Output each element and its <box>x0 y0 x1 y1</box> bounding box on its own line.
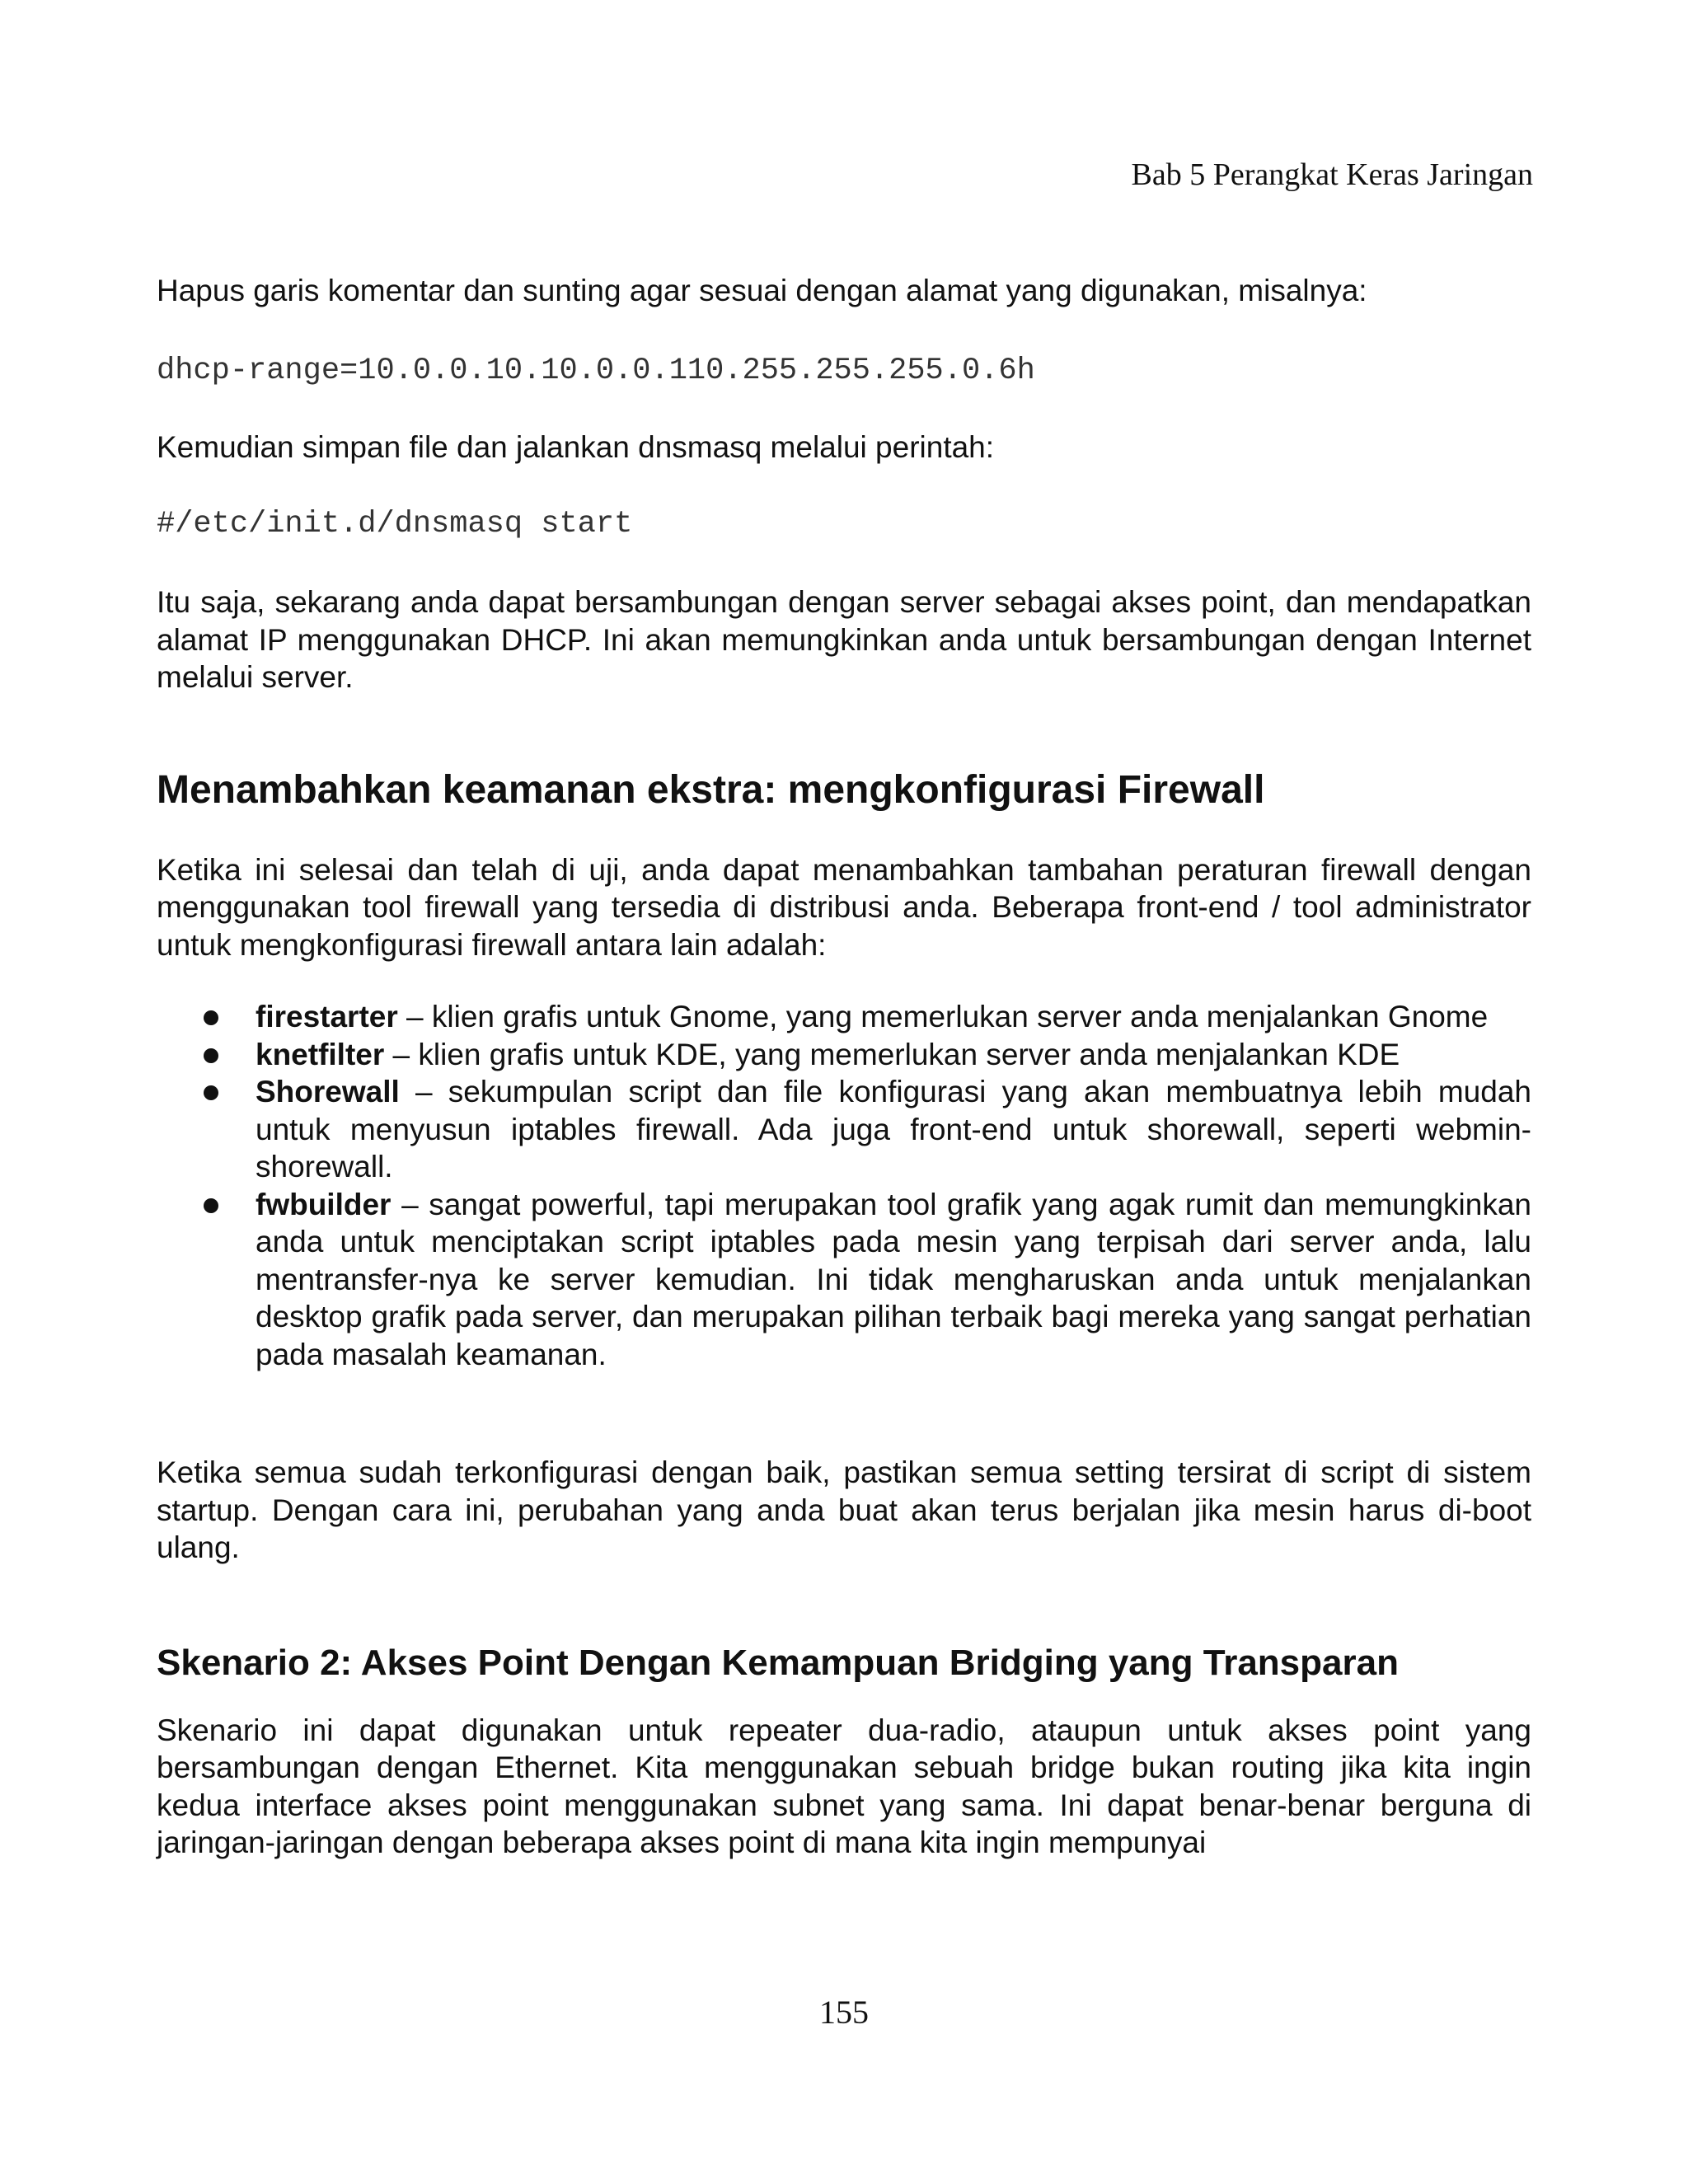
paragraph-firewall-tools: Ketika ini selesai dan telah di uji, anda dapat menambahkan tambahan peraturan firewall dengan menggunakan tool firewall yang tersedia di distribusi anda. Beberapa front-end / tool administrator untuk mengkonfigurasi firewall antara lain adalah: <box>157 852 1531 962</box>
list-item-text: – sekumpulan script dan file konfigurasi yang akan membuatnya lebih mudah untuk menyusun iptables firewall. Ada juga front-end untuk shorewall, seperti webmin-shorewall. <box>256 1075 1531 1183</box>
list-item-text: – klien grafis untuk KDE, yang memerlukan server anda menjalankan KDE <box>384 1037 1400 1071</box>
bullet-icon <box>204 1085 218 1100</box>
list-item <box>256 1186 1531 1374</box>
page-content <box>157 272 1531 1862</box>
list-item-term: Shorewall <box>256 1075 400 1108</box>
paragraph-save-file: Kemudian simpan file dan jalankan dnsmasq melalui perintah: <box>157 429 995 464</box>
page-number: 155 <box>819 1994 869 2031</box>
section-heading-firewall: Menambahkan keamanan ekstra: mengkonfigurasi Firewall <box>157 767 1265 812</box>
list-item <box>256 1073 1531 1186</box>
list-item-text: – klien grafis untuk Gnome, yang memerlukan server anda menjalankan Gnome <box>397 1000 1489 1033</box>
code-dhcp-range: dhcp-range=10.0.0.10.10.0.0.110.255.255.255.0.6h <box>157 353 1035 388</box>
list-item-term: fwbuilder <box>256 1187 392 1221</box>
list-item-term: firestarter <box>256 1000 398 1033</box>
paragraph-intro: Hapus garis komentar dan sunting agar sesuai dengan alamat yang digunakan, misalnya: <box>157 274 1367 307</box>
list-item-term: knetfilter <box>256 1037 385 1071</box>
paragraph-scenario-2: Skenario ini dapat digunakan untuk repeater dua-radio, ataupun untuk akses point yang bersambungan dengan Ethernet. Kita menggunakan sebuah bridge bukan routing jika kita ingin kedua interface akses point menggunakan subnet yang sama. Ini dapat benar-benar berguna di jaringan-jaringan dengan beberapa akses point di mana kita ingin mempunyai <box>157 1713 1531 1859</box>
section-heading-scenario-2: Skenario 2: Akses Point Dengan Kemampuan Bridging yang Transparan <box>157 1642 1399 1683</box>
firewall-tool-list <box>157 998 1531 1373</box>
paragraph-access-point: Itu saja, sekarang anda dapat bersambungan dengan server sebagai akses point, dan mendapatkan alamat IP menggunakan DHCP. Ini akan memungkinkan anda untuk bersambungan dengan Internet melalui server. <box>157 585 1531 694</box>
code-dnsmasq-start: #/etc/init.d/dnsmasq start <box>157 507 633 541</box>
running-header: Bab 5 Perangkat Keras Jaringan <box>1131 157 1533 192</box>
bullet-icon <box>204 1048 218 1063</box>
list-item-text: – sangat powerful, tapi merupakan tool grafik yang agak rumit dan memungkinkan anda untuk menciptakan script iptables pada mesin yang terpisah dari server anda, lalu mentransfer-nya ke server kemudian. Ini tidak mengharuskan anda untuk menjalankan desktop grafik pada server, dan merupakan pilihan terbaik bagi mereka yang sangat perhatian pada masalah keamanan. <box>256 1187 1531 1371</box>
list-item <box>256 998 1531 1036</box>
bullet-icon <box>204 1010 218 1025</box>
bullet-icon <box>204 1198 218 1213</box>
list-item <box>256 1036 1531 1074</box>
paragraph-startup: Ketika semua sudah terkonfigurasi dengan baik, pastikan semua setting tersirat di script di sistem startup. Dengan cara ini, perubahan yang anda buat akan terus berjalan jika mesin harus di-boot ulang. <box>157 1455 1531 1564</box>
